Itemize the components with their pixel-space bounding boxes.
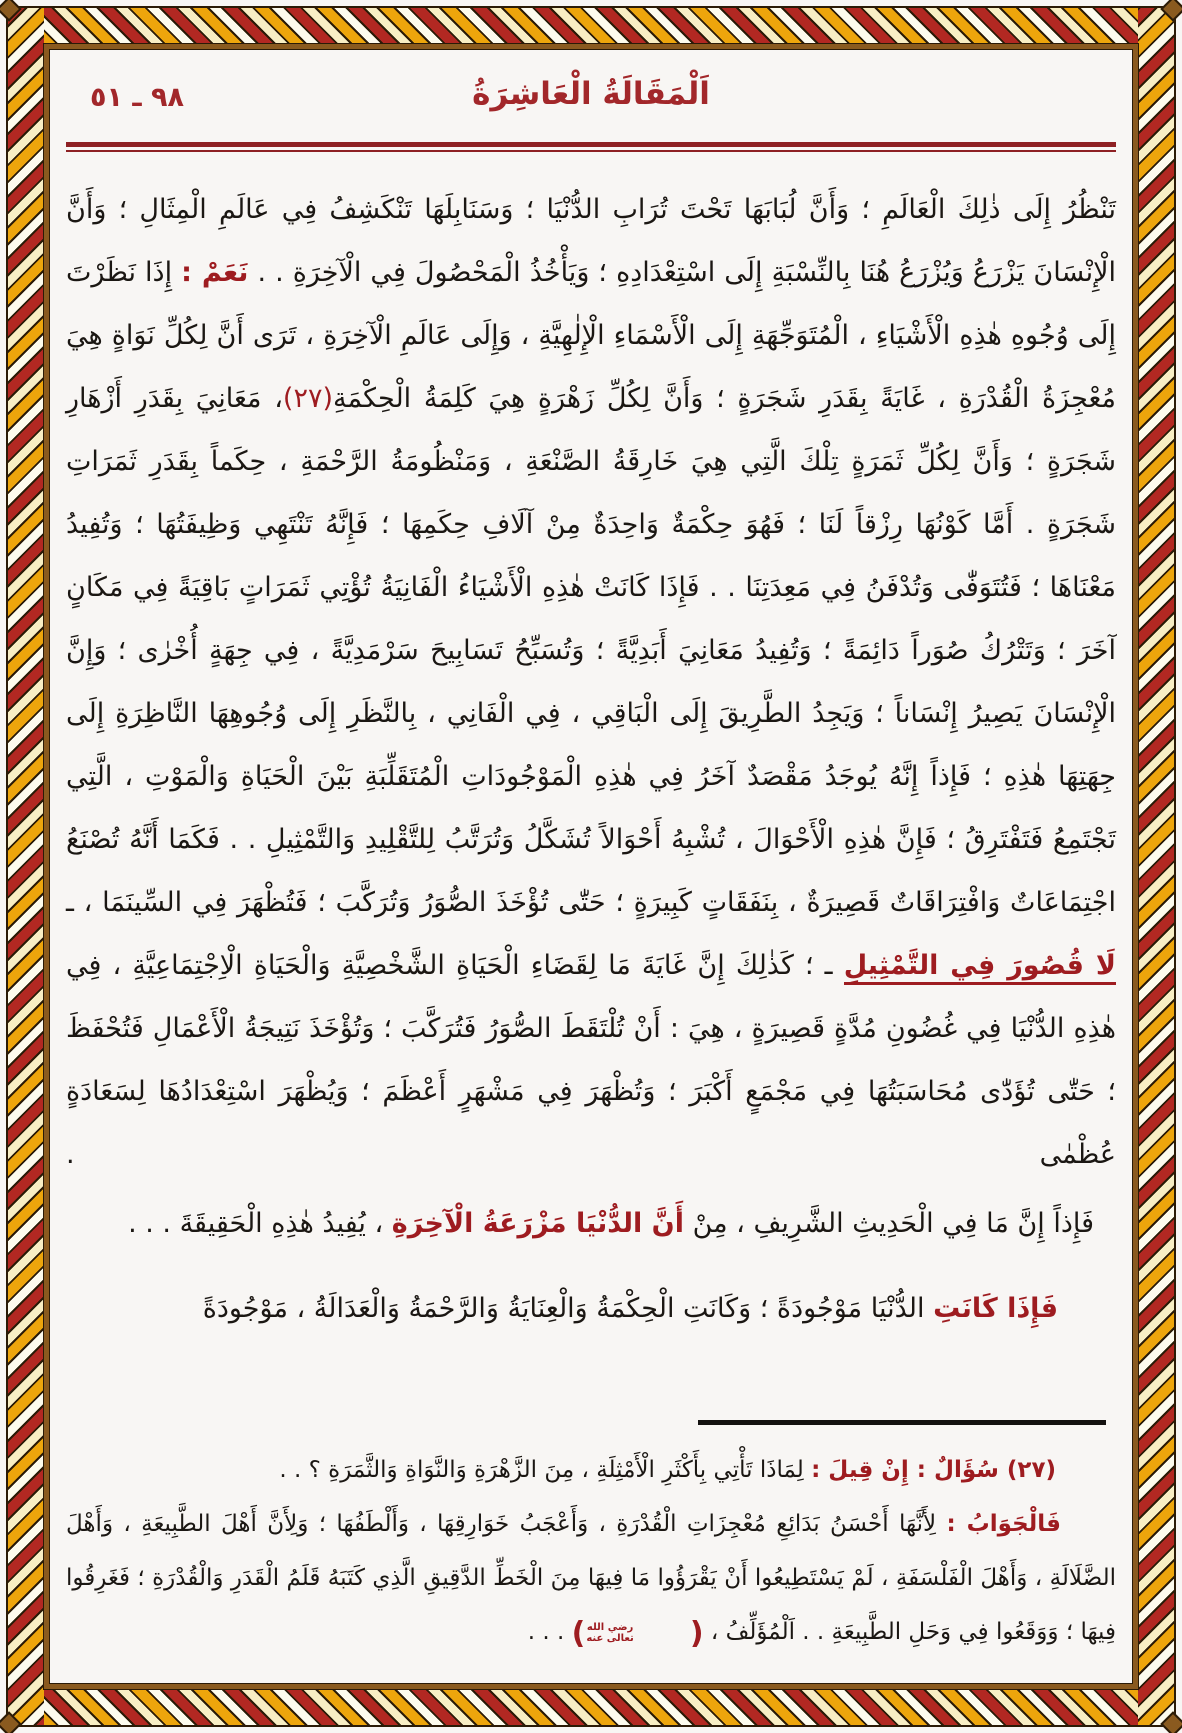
header-rule bbox=[66, 142, 1116, 152]
footnote-paragraph bbox=[66, 1497, 1116, 1661]
page-title: اَلْمَقَالَةُ الْعَاشِرَةُ bbox=[472, 76, 710, 112]
header-rule-thick bbox=[66, 142, 1116, 147]
braid-border-top bbox=[8, 8, 1174, 44]
page-number: ٩٨ ـ ٥١ bbox=[90, 82, 184, 113]
page-content bbox=[50, 50, 1132, 1683]
footnote-answer-label: فَالْجَوَابُ : bbox=[946, 1511, 1061, 1537]
text-run: ـ ؛ كَذٰلِكَ إِنَّ غَايَةَ مَا لِقَضَاءِ الْحَيَاةِ الشَّخْصِيَّةِ وَالْحَيَاةِ الْاِجْتِمَاعِيَّةِ ، فِي هٰذِهِ الدُّنْيَا فِي غُضُونِ مُدَّةٍ قَصِيرَةٍ ، هِيَ : أَنْ تُلْتَقَطَ الصُّوَرُ فَتُرَكَّبَ ؛ وَتُؤْخَذَ نَتِيجَةُ الْأَعْمَالِ فَتُحْفَظَ ؛ حَتّٰى تُؤَدّٰى مُحَاسَبَتُهَا فِي مَجْمَعٍ أَكْبَرَ ؛ وَتُظْهَرَ فِي مَشْهَرٍ أَعْظَمَ ؛ وَيُظْهَرَ اسْتِعْدَادُهَا لِسَعَادَةٍ عُظْمٰى . bbox=[66, 950, 1116, 1170]
braid-border-left bbox=[8, 8, 44, 1725]
highlight-hadith: أَنَّ الدُّنْيَا مَزْرَعَةُ الْآخِرَةِ bbox=[391, 1208, 684, 1239]
body-text bbox=[66, 178, 1116, 1420]
text-run: لِأَنَّهَا أَحْسَنُ بَدَائِعِ مُعْجِزَاتِ الْقُدْرَةِ ، وَأَعْجَبُ خَوَارِقِهَا ، وَأَلْطَفُهَا ؛ وَلِأَنَّ أَهْلَ الطَّبِيعَةِ ، وَأَهْلَ الضَّلَالَةِ ، وَأَهْلَ الْفَلْسَفَةِ ، لَمْ يَسْتَطِيعُوا أَنْ يَقْرَؤُوا مَا فِيهَا مِنَ الْخَطِّ الدَّقِيقِ الَّذِي كَتَبَهُ قَلَمُ الْقَدَرِ وَالْقُدْرَةِ ؛ فَغَرِقُوا فِيهَا ؛ وَوَقَعُوا فِي وَحَلِ الطَّبِيعَةِ . . اَلْمُؤَلِّفُ ، bbox=[66, 1511, 1116, 1645]
text-run: فَإِذاً إِنَّ مَا فِي الْحَدِيثِ الشَّرِيفِ ، مِنْ bbox=[683, 1208, 1094, 1239]
footnotes bbox=[66, 1443, 1116, 1661]
text-run: إِذَا نَظَرْتَ إِلَى وُجُوهِ هٰذِهِ الْأَشْيَاءِ ، الْمُتَوَجِّهَةِ إِلَى الْأَسْمَاءِ الْإِلٰهِيَّةِ ، وَإِلَى عَالَمِ الْآخِرَةِ ، تَرَى أَنَّ لِكُلِّ نَوَاةٍ هِيَ مُعْجِزَةُ الْقُدْرَةِ ، غَايَةً بِقَدَرِ شَجَرَةٍ ؛ وَأَنَّ لِكُلِّ زَهْرَةٍ هِيَ كَلِمَةُ الْحِكْمَةِ bbox=[66, 257, 1116, 414]
braid-border-right bbox=[1138, 8, 1174, 1725]
body-paragraph bbox=[66, 1277, 1116, 1340]
highlight-la-qusur: لَا قُصُورَ فِي التَّمْثِيلِ bbox=[844, 950, 1116, 985]
highlight-naam: نَعَمْ : bbox=[181, 257, 249, 288]
text-run: لِمَاذَا تَأْتِي بِأَكْثَرِ الْأَمْثِلَةِ ، مِنَ الزَّهْرَةِ وَالنَّوَاةِ وَالثَّمَرَةِ ؟ . . bbox=[279, 1457, 812, 1483]
body-paragraph bbox=[66, 1192, 1116, 1255]
header-rule-thin bbox=[66, 150, 1116, 152]
author-blessing-seal: ( رضي الله تعالى عنه ) bbox=[571, 1616, 704, 1651]
footnote-paragraph bbox=[66, 1443, 1116, 1497]
text-run: تَنْظُرُ إِلَى ذٰلِكَ الْعَالَمِ ؛ وَأَنَّ لُبَابَهَا تَحْتَ تُرَابِ الدُّنْيَا ؛ وَسَنَابِلَهَا تَنْكَشِفُ فِي عَالَمِ الْمِثَالِ ؛ وَأَنَّ الْإِنْسَانَ يَزْرَعُ وَيُزْرَعُ هُنَا بِالنِّسْبَةِ إِلَى اسْتِعْدَادِهِ ؛ وَيَأْخُذُ الْمَحْصُولَ فِي الْآخِرَةِ . . bbox=[66, 194, 1116, 288]
footnote-marker-27: (٢٧) bbox=[282, 383, 334, 414]
braid-border-bottom bbox=[8, 1689, 1174, 1725]
footnote-area bbox=[66, 1420, 1116, 1661]
text-run: الدُّنْيَا مَوْجُودَةً ؛ وَكَانَتِ الْحِكْمَةُ وَالْعِنَايَةُ وَالرَّحْمَةُ وَالْعَدَالَةُ ، مَوْجُودَةً bbox=[202, 1293, 934, 1324]
text-run: ، يُفِيدُ هٰذِهِ الْحَقِيقَةَ . . . bbox=[128, 1208, 392, 1239]
body-paragraph bbox=[66, 178, 1116, 1186]
text-run: . . . bbox=[527, 1619, 572, 1645]
highlight-faidha-kanat: فَإِذَا كَانَتِ bbox=[933, 1293, 1058, 1324]
footnote-separator bbox=[698, 1420, 1106, 1425]
text-run: ، مَعَانِيَ بِقَدَرِ أَزْهَارِ شَجَرَةٍ ؛ وَأَنَّ لِكُلِّ ثَمَرَةٍ تِلْكَ الَّتِي هِيَ خَارِقَةُ الصَّنْعَةِ ، وَمَنْظُومَةُ الرَّحْمَةِ ، حِكَماً بِقَدَرِ ثَمَرَاتِ شَجَرَةٍ . أَمَّا كَوْنُهَا رِزْقاً لَنَا ؛ فَهُوَ حِكْمَةٌ وَاحِدَةٌ مِنْ آلَافِ حِكَمِهَا ؛ فَإِنَّهُ تَنْتَهِي وَظِيفَتُهَا ؛ وَتُفِيدُ مَعْنَاهَا ؛ فَتُتَوَفّٰى وَتُدْفَنُ فِي مَعِدَتِنَا . . فَإِذَا كَانَتْ هٰذِهِ الْأَشْيَاءُ الْفَانِيَةُ تُؤْتِي ثَمَرَاتٍ بَاقِيَةً فِي مَكَانٍ آخَرَ ؛ وَتَتْرُكُ صُوَراً دَائِمَةً ؛ وَتُفِيدُ مَعَانِيَ أَبَدِيَّةً ؛ وَتُسَبِّحُ تَسَابِيحَ سَرْمَدِيَّةً ، فِي جِهَةٍ أُخْرٰى ؛ وَإِنَّ الْإِنْسَانَ يَصِيرُ إِنْسَاناً ؛ وَيَجِدُ الطَّرِيقَ إِلَى الْبَاقِي ، فِي الْفَانِي ، بِالنَّظَرِ إِلَى وُجُوهِهَا النَّاظِرَةِ إِلَى جِهَتِهَا هٰذِهِ ؛ فَإِذاً إِنَّهُ يُوجَدُ مَقْصَدٌ آخَرُ فِي هٰذِهِ الْمَوْجُودَاتِ الْمُتَقَلِّبَةِ بَيْنَ الْحَيَاةِ وَالْمَوْتِ ، الَّتِي تَجْتَمِعُ فَتَفْتَرِقُ ؛ فَإِنَّ هٰذِهِ الْأَحْوَالَ ، تُشْبِهُ أَحْوَالاً تُشَكَّلُ وَتُرَتَّبُ لِلتَّقْلِيدِ وَالتَّمْثِيلِ . . فَكَمَا أَنَّهُ تُصْنَعُ اجْتِمَاعَاتٌ وَافْتِرَاقَاتٌ قَصِيرَةٌ ، بِنَفَقَاتٍ كَبِيرَةٍ ؛ حَتّٰى تُؤْخَذَ الصُّوَرُ وَتُرَكَّبَ ؛ فَتُظْهَرَ فِي السِّينَمَا ، ـ bbox=[66, 383, 1116, 918]
footnote-question-label: (٢٧) سُؤَالٌ : إِنْ قِيلَ : bbox=[811, 1457, 1056, 1483]
page-header bbox=[66, 66, 1116, 128]
